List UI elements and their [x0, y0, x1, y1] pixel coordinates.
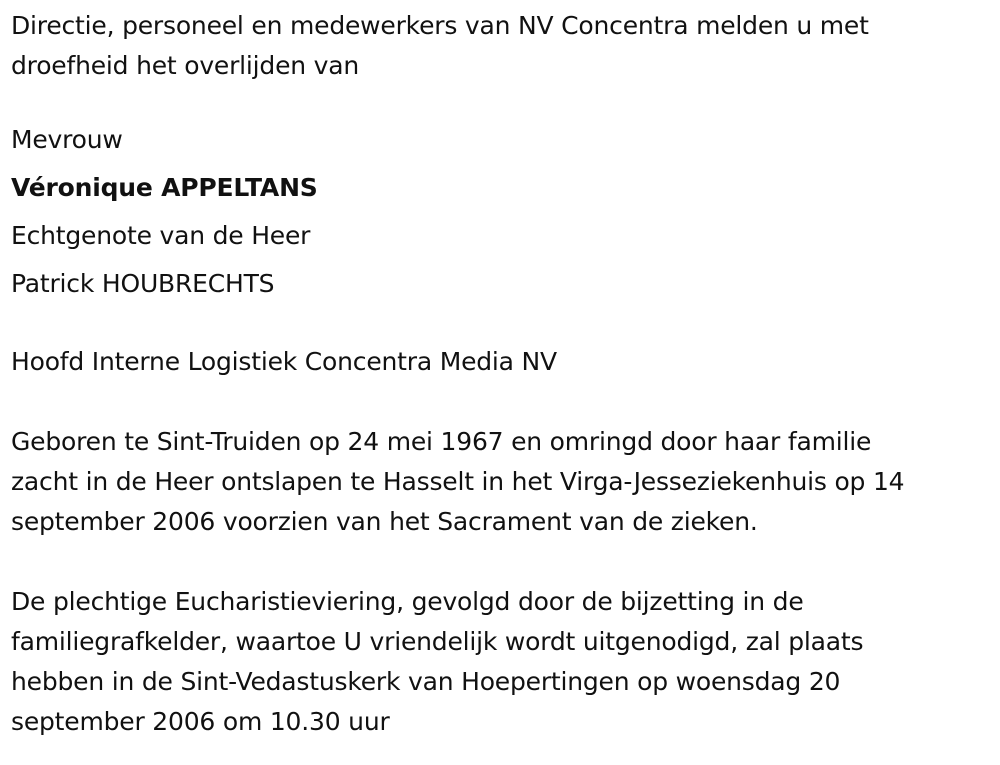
birth-death-paragraph	[11, 422, 986, 542]
service-line: De plechtige Eucharistieviering, gevolgd door de bijzetting in de	[11, 587, 804, 616]
intro-paragraph	[11, 6, 986, 86]
spouse-name: Patrick HOUBRECHTS	[11, 269, 275, 298]
position-line: Hoofd Interne Logistiek Concentra Media NV	[11, 347, 557, 376]
position-paragraph	[11, 342, 986, 382]
birth-death-line: zacht in de Heer ontslapen te Hasselt in het Virga-Jesseziekenhuis op 14	[11, 467, 905, 496]
spouse-label: Echtgenote van de Heer	[11, 221, 311, 250]
birth-death-line: september 2006 voorzien van het Sacrament van de zieken.	[11, 507, 758, 536]
honorific: Mevrouw	[11, 125, 123, 154]
service-line: familiegrafkelder, waartoe U vriendelijk wordt uitgenodigd, zal plaats	[11, 627, 864, 656]
obituary-notice	[11, 6, 986, 742]
service-line: hebben in de Sint-Vedastuskerk van Hoepertingen op woensdag 20	[11, 667, 841, 696]
birth-death-line: Geboren te Sint-Truiden op 24 mei 1967 en omringd door haar familie	[11, 427, 872, 456]
deceased-block	[11, 116, 986, 308]
service-paragraph	[11, 582, 986, 742]
deceased-name: Véronique APPELTANS	[11, 173, 318, 202]
intro-line: Directie, personeel en medewerkers van NV Concentra melden u met	[11, 11, 869, 40]
intro-line: droefheid het overlijden van	[11, 51, 360, 80]
service-line: september 2006 om 10.30 uur	[11, 707, 390, 736]
